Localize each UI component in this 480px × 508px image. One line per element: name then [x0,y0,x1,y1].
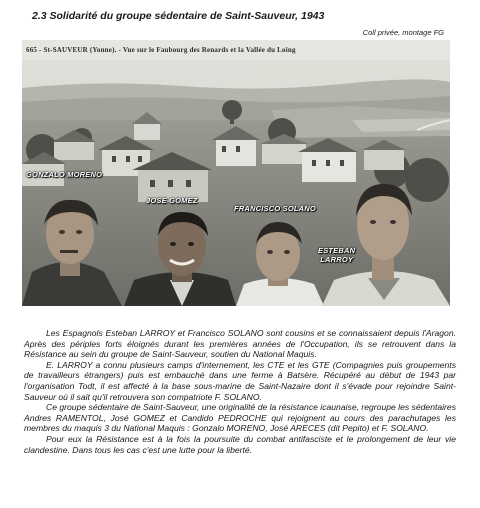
photo-montage [22,40,450,306]
section-heading: 2.3 Solidarité du groupe sédentaire de Saint-Sauveur, 1943 [32,10,325,22]
paragraph-2: E. LARROY a connu plusieurs camps d'internement, les CTE et les GTE (Compagnies puis groupements de travailleurs étrangers) puis est embauché dans une ferme à Batsère. Récupéré au début de 1943 par l'organisation Todt, il est affecté à la base sous-marine de Saint-Nazaire dont il s'évade pour rejoindre Saint-Sauveur où il sait qu'il retrouvera son compatriote F. SOLANO. [24,359,456,402]
paragraph-4: Pour eux la Résistance est à la fois la poursuite du combat antifasciste et le prolongement de leur vie clandestine. Dans tous les cas c'est une lutte pour la liberté. [24,433,456,455]
body-text [24,328,456,455]
label-jose-gomez: JOSE GOMEZ [146,196,198,205]
label-gonzalo-moreno: GONZALO MORENO [26,170,103,179]
postcard-caption: 665 - St-SAUVEUR (Yonne). - Vue sur le Faubourg des Renards et la Vallée du Loing [26,46,296,54]
label-esteban-larroy-line1: ESTEBAN [318,246,356,255]
label-esteban-larroy [318,246,355,264]
label-francisco-solano: FRANCISCO SOLANO [234,204,316,213]
paragraph-1: Les Espagnols Esteban LARROY et Francisco SOLANO sont cousins et se connaissaient depuis l'Aragon. Après des périples forts éloignés durant les premières années de l'Occupation, ils se retrouvent dans la Résistance au sein du groupe de Saint-Sauveur, soutien du National Maquis. [24,328,456,360]
paragraph-3: Ce groupe sédentaire de Saint-Sauveur, une originalité de la résistance icaunaise, regroupe les sédentaires Andres RAMENTOL, José GOMEZ et Candido PEDROCHE qui rejoignent au cours des parachutages les membres du maquis 3 du National Maquis : Gonzalo MORENO, José ARECES (dit Pepito) et F. SOLANO. [24,402,456,434]
photo-credit: Coll privée, montage FG [362,28,444,37]
label-esteban-larroy-line2: LARROY [320,255,354,264]
